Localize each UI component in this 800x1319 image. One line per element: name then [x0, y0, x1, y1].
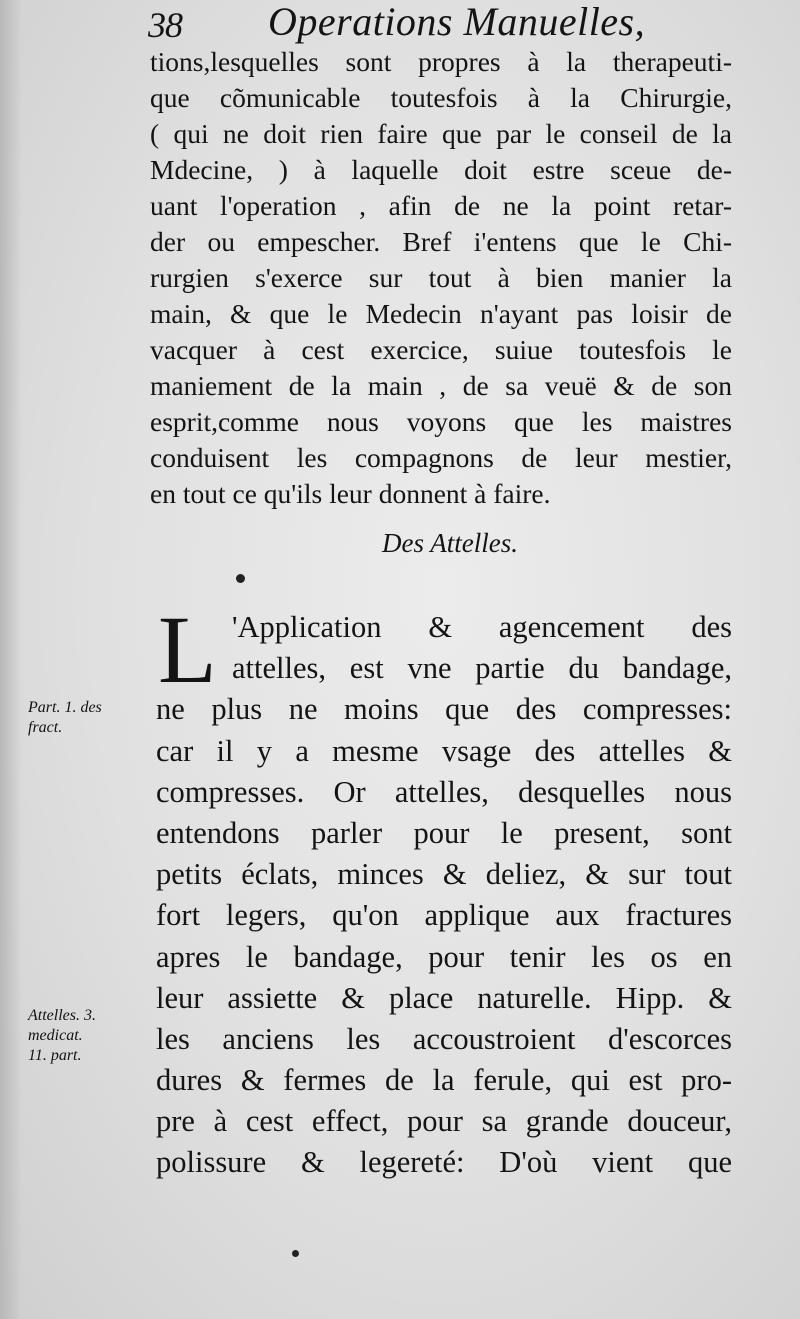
- text-line: compresses. Or attelles, desquelles nous: [156, 774, 732, 809]
- ink-dot: [292, 1250, 299, 1257]
- ink-dot: [236, 574, 245, 583]
- margin-note-line: 11. part.: [28, 1047, 82, 1064]
- margin-note-line: medicat.: [28, 1027, 83, 1044]
- paragraph-2: [156, 607, 732, 1184]
- text-line: apres le bandage, pour tenir les os en: [156, 939, 732, 974]
- page-number: 38: [148, 5, 182, 45]
- text-line: polissure & legereté: D'où vient que: [156, 1145, 732, 1180]
- text-line: esprit,comme nous voyons que les maistres: [150, 406, 732, 437]
- text-line: car il y a mesme vsage des attelles &: [156, 733, 732, 768]
- text-line: der ou empescher. Bref i'entens que le Chi-: [150, 226, 732, 257]
- text-line: rurgien s'exerce sur tout à bien manier la: [150, 262, 732, 293]
- text-line: attelles, est vne partie du bandage,: [232, 651, 732, 686]
- margin-note-line: fract.: [28, 719, 63, 736]
- text-line: tions,lesquelles sont propres à la therapeuti-: [150, 46, 732, 77]
- running-title: Operations Manuelles,: [268, 0, 646, 44]
- text-line: vacquer à cest exercice, suiue toutesfois le: [150, 334, 732, 365]
- margin-note-line: Part. 1. des: [28, 699, 102, 716]
- margin-note-line: Attelles. 3.: [28, 1007, 96, 1024]
- text-line: pre à cest effect, pour sa grande douceur,: [156, 1104, 732, 1139]
- text-line: maniement de la main , de sa veuë & de son: [150, 370, 732, 401]
- text-line: les anciens les accoustroient d'escorces: [156, 1021, 732, 1056]
- text-line: uant l'operation , afin de ne la point retar-: [150, 190, 732, 221]
- text-line: main, & que le Medecin n'ayant pas loisir de: [150, 298, 732, 329]
- text-line: ne plus ne moins que des compresses:: [156, 692, 732, 727]
- drop-cap: L: [158, 596, 217, 703]
- text-line: que cõmunicable toutesfois à la Chirurgie,: [150, 82, 732, 113]
- text-line: ( qui ne doit rien faire que par le conseil de la: [150, 118, 732, 149]
- text-line: leur assiette & place naturelle. Hipp. &: [156, 980, 732, 1015]
- section-title: Des Attelles.: [382, 528, 518, 558]
- margin-note: [28, 698, 102, 738]
- text-line: 'Application & agencement des: [232, 610, 732, 644]
- text-line: dures & fermes de la ferule, qui est pro-: [156, 1063, 732, 1098]
- paragraph-1: [150, 44, 732, 512]
- text-line: entendons parler pour le present, sont: [156, 815, 732, 850]
- margin-note: [28, 1006, 96, 1066]
- text-line: fort legers, qu'on applique aux fractures: [156, 898, 732, 933]
- text-line: Mdecine, ) à laquelle doit estre sceue de-: [150, 154, 732, 185]
- text-line: en tout ce qu'ils leur donnent à faire.: [150, 478, 551, 509]
- text-line: petits éclats, minces & deliez, & sur tout: [156, 857, 732, 892]
- text-line: conduisent les compagnons de leur mestier,: [150, 442, 732, 473]
